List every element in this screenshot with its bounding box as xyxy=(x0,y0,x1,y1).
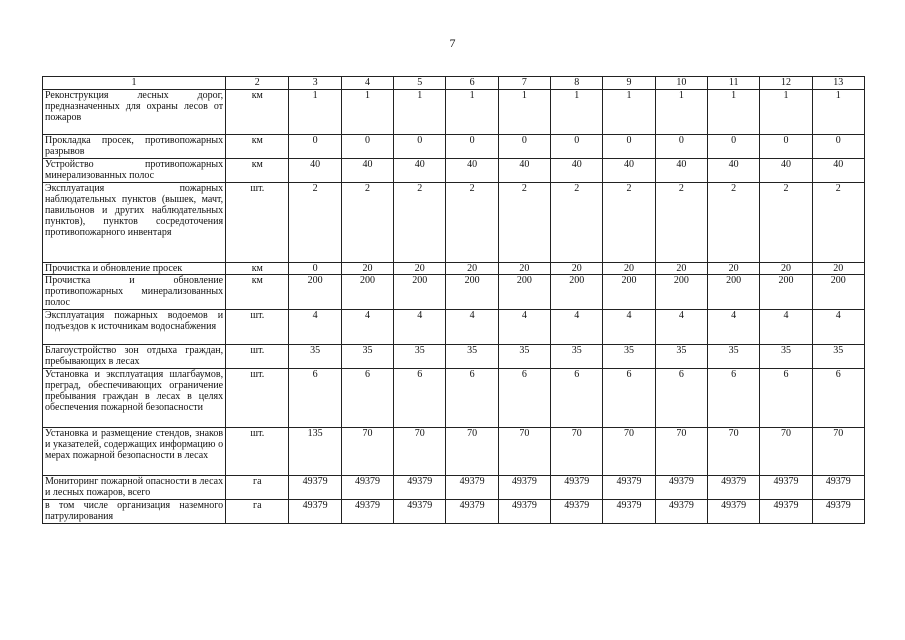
value-cell: 49379 xyxy=(760,500,812,524)
table-row xyxy=(43,183,865,263)
value-cell: 200 xyxy=(394,275,446,310)
value-cell: 1 xyxy=(707,90,759,135)
value-cell: 4 xyxy=(707,310,759,345)
value-cell: 35 xyxy=(707,345,759,369)
value-cell: 0 xyxy=(341,135,393,159)
value-cell: 4 xyxy=(655,310,707,345)
value-cell: 200 xyxy=(603,275,655,310)
value-cell: 49379 xyxy=(289,500,341,524)
header-cell: 10 xyxy=(655,77,707,90)
value-cell: 1 xyxy=(341,90,393,135)
value-cell: 2 xyxy=(760,183,812,263)
value-cell: 49379 xyxy=(498,476,550,500)
value-cell: 4 xyxy=(341,310,393,345)
value-cell: 2 xyxy=(551,183,603,263)
value-cell: 35 xyxy=(655,345,707,369)
value-cell: 6 xyxy=(603,369,655,428)
value-cell: 70 xyxy=(603,428,655,476)
table-row xyxy=(43,345,865,369)
table-row xyxy=(43,428,865,476)
value-cell: 1 xyxy=(812,90,864,135)
value-cell: 6 xyxy=(551,369,603,428)
row-name: Установка и эксплуатация шлагбаумов, преград, обеспечивающих ограничение пребывания граждан в лесах в целях обеспечения пожарной безопасности xyxy=(43,369,226,428)
value-cell: 6 xyxy=(707,369,759,428)
value-cell: 0 xyxy=(551,135,603,159)
value-cell: 40 xyxy=(289,159,341,183)
value-cell: 70 xyxy=(394,428,446,476)
value-cell: 40 xyxy=(498,159,550,183)
value-cell: 1 xyxy=(289,90,341,135)
value-cell: 20 xyxy=(707,263,759,275)
row-name: в том числе организация наземного патрулирования xyxy=(43,500,226,524)
value-cell: 40 xyxy=(341,159,393,183)
value-cell: 49379 xyxy=(498,500,550,524)
header-cell: 1 xyxy=(43,77,226,90)
value-cell: 2 xyxy=(341,183,393,263)
value-cell: 200 xyxy=(446,275,498,310)
header-cell: 8 xyxy=(551,77,603,90)
row-name: Благоустройство зон отдыха граждан, пребывающих в лесах xyxy=(43,345,226,369)
value-cell: 200 xyxy=(812,275,864,310)
value-cell: 200 xyxy=(655,275,707,310)
header-cell: 12 xyxy=(760,77,812,90)
value-cell: 35 xyxy=(551,345,603,369)
value-cell: 70 xyxy=(812,428,864,476)
value-cell: 35 xyxy=(498,345,550,369)
header-row xyxy=(43,77,865,90)
value-cell: 2 xyxy=(289,183,341,263)
value-cell: 20 xyxy=(812,263,864,275)
value-cell: 4 xyxy=(760,310,812,345)
row-name: Установка и размещение стендов, знаков и указателей, содержащих информацию о мерах пожарной безопасности в лесах xyxy=(43,428,226,476)
table-row xyxy=(43,159,865,183)
value-cell: 0 xyxy=(603,135,655,159)
table-row xyxy=(43,369,865,428)
value-cell: 0 xyxy=(812,135,864,159)
row-name: Прочистка и обновление просек xyxy=(43,263,226,275)
value-cell: 1 xyxy=(394,90,446,135)
value-cell: 20 xyxy=(760,263,812,275)
value-cell: 6 xyxy=(394,369,446,428)
value-cell: 35 xyxy=(289,345,341,369)
value-cell: 0 xyxy=(289,263,341,275)
value-cell: 4 xyxy=(812,310,864,345)
value-cell: 49379 xyxy=(446,500,498,524)
value-cell: 2 xyxy=(498,183,550,263)
row-unit: шт. xyxy=(226,310,289,345)
value-cell: 40 xyxy=(394,159,446,183)
value-cell: 20 xyxy=(551,263,603,275)
value-cell: 0 xyxy=(446,135,498,159)
table-row xyxy=(43,90,865,135)
value-cell: 20 xyxy=(341,263,393,275)
value-cell: 70 xyxy=(655,428,707,476)
value-cell: 49379 xyxy=(289,476,341,500)
value-cell: 200 xyxy=(289,275,341,310)
table-row xyxy=(43,476,865,500)
value-cell: 6 xyxy=(812,369,864,428)
value-cell: 0 xyxy=(655,135,707,159)
value-cell: 40 xyxy=(812,159,864,183)
value-cell: 49379 xyxy=(341,500,393,524)
value-cell: 4 xyxy=(394,310,446,345)
value-cell: 49379 xyxy=(812,476,864,500)
table-row xyxy=(43,275,865,310)
value-cell: 135 xyxy=(289,428,341,476)
row-name: Мониторинг пожарной опасности в лесах и лесных пожаров, всего xyxy=(43,476,226,500)
value-cell: 35 xyxy=(603,345,655,369)
value-cell: 20 xyxy=(655,263,707,275)
header-cell: 5 xyxy=(394,77,446,90)
value-cell: 20 xyxy=(394,263,446,275)
value-cell: 35 xyxy=(341,345,393,369)
value-cell: 0 xyxy=(498,135,550,159)
value-cell: 49379 xyxy=(760,476,812,500)
header-cell: 4 xyxy=(341,77,393,90)
value-cell: 6 xyxy=(655,369,707,428)
value-cell: 40 xyxy=(551,159,603,183)
value-cell: 49379 xyxy=(603,500,655,524)
value-cell: 35 xyxy=(812,345,864,369)
row-unit: км xyxy=(226,159,289,183)
row-unit: км xyxy=(226,90,289,135)
value-cell: 1 xyxy=(498,90,550,135)
value-cell: 49379 xyxy=(551,500,603,524)
row-unit: га xyxy=(226,500,289,524)
row-unit: шт. xyxy=(226,345,289,369)
value-cell: 2 xyxy=(707,183,759,263)
value-cell: 49379 xyxy=(551,476,603,500)
value-cell: 49379 xyxy=(603,476,655,500)
value-cell: 20 xyxy=(603,263,655,275)
value-cell: 2 xyxy=(603,183,655,263)
table-body xyxy=(43,77,865,524)
row-unit: шт. xyxy=(226,369,289,428)
value-cell: 35 xyxy=(394,345,446,369)
value-cell: 35 xyxy=(760,345,812,369)
value-cell: 2 xyxy=(655,183,707,263)
value-cell: 40 xyxy=(446,159,498,183)
header-cell: 7 xyxy=(498,77,550,90)
value-cell: 4 xyxy=(498,310,550,345)
value-cell: 4 xyxy=(551,310,603,345)
value-cell: 1 xyxy=(551,90,603,135)
header-cell: 2 xyxy=(226,77,289,90)
value-cell: 2 xyxy=(446,183,498,263)
value-cell: 40 xyxy=(707,159,759,183)
value-cell: 200 xyxy=(551,275,603,310)
value-cell: 200 xyxy=(760,275,812,310)
header-cell: 9 xyxy=(603,77,655,90)
value-cell: 1 xyxy=(446,90,498,135)
table-row xyxy=(43,263,865,275)
value-cell: 40 xyxy=(760,159,812,183)
value-cell: 1 xyxy=(603,90,655,135)
value-cell: 1 xyxy=(655,90,707,135)
row-name: Эксплуатация пожарных наблюдательных пунктов (вышек, мачт, павильонов и других наблюдательных пунктов), пунктов сосредоточения противопожарного инвентаря xyxy=(43,183,226,263)
value-cell: 6 xyxy=(446,369,498,428)
row-unit: шт. xyxy=(226,428,289,476)
value-cell: 70 xyxy=(446,428,498,476)
row-unit: га xyxy=(226,476,289,500)
header-cell: 11 xyxy=(707,77,759,90)
value-cell: 6 xyxy=(760,369,812,428)
value-cell: 49379 xyxy=(812,500,864,524)
table-row xyxy=(43,500,865,524)
value-cell: 4 xyxy=(446,310,498,345)
value-cell: 6 xyxy=(289,369,341,428)
value-cell: 70 xyxy=(760,428,812,476)
value-cell: 70 xyxy=(341,428,393,476)
value-cell: 49379 xyxy=(707,476,759,500)
value-cell: 40 xyxy=(603,159,655,183)
value-cell: 20 xyxy=(446,263,498,275)
header-cell: 13 xyxy=(812,77,864,90)
value-cell: 20 xyxy=(498,263,550,275)
value-cell: 40 xyxy=(655,159,707,183)
value-cell: 70 xyxy=(707,428,759,476)
table-row xyxy=(43,135,865,159)
value-cell: 49379 xyxy=(446,476,498,500)
value-cell: 4 xyxy=(289,310,341,345)
page-number: 7 xyxy=(449,36,456,50)
value-cell: 0 xyxy=(289,135,341,159)
row-name: Прочистка и обновление противопожарных минерализованных полос xyxy=(43,275,226,310)
row-unit: км xyxy=(226,135,289,159)
value-cell: 49379 xyxy=(341,476,393,500)
fire-safety-table xyxy=(42,76,865,524)
header-cell: 6 xyxy=(446,77,498,90)
value-cell: 70 xyxy=(498,428,550,476)
value-cell: 49379 xyxy=(394,500,446,524)
header-cell: 3 xyxy=(289,77,341,90)
row-unit: км xyxy=(226,263,289,275)
value-cell: 4 xyxy=(603,310,655,345)
value-cell: 1 xyxy=(760,90,812,135)
value-cell: 6 xyxy=(341,369,393,428)
row-name: Эксплуатация пожарных водоемов и подъездов к источникам водоснабжения xyxy=(43,310,226,345)
value-cell: 200 xyxy=(707,275,759,310)
value-cell: 49379 xyxy=(394,476,446,500)
value-cell: 6 xyxy=(498,369,550,428)
value-cell: 70 xyxy=(551,428,603,476)
value-cell: 200 xyxy=(341,275,393,310)
table-row xyxy=(43,310,865,345)
row-name: Прокладка просек, противопожарных разрывов xyxy=(43,135,226,159)
row-name: Устройство противопожарных минерализованных полос xyxy=(43,159,226,183)
value-cell: 49379 xyxy=(655,476,707,500)
value-cell: 0 xyxy=(394,135,446,159)
row-name: Реконструкция лесных дорог, предназначенных для охраны лесов от пожаров xyxy=(43,90,226,135)
value-cell: 49379 xyxy=(707,500,759,524)
value-cell: 0 xyxy=(760,135,812,159)
row-unit: км xyxy=(226,275,289,310)
value-cell: 2 xyxy=(812,183,864,263)
value-cell: 49379 xyxy=(655,500,707,524)
value-cell: 35 xyxy=(446,345,498,369)
value-cell: 2 xyxy=(394,183,446,263)
value-cell: 200 xyxy=(498,275,550,310)
row-unit: шт. xyxy=(226,183,289,263)
value-cell: 0 xyxy=(707,135,759,159)
